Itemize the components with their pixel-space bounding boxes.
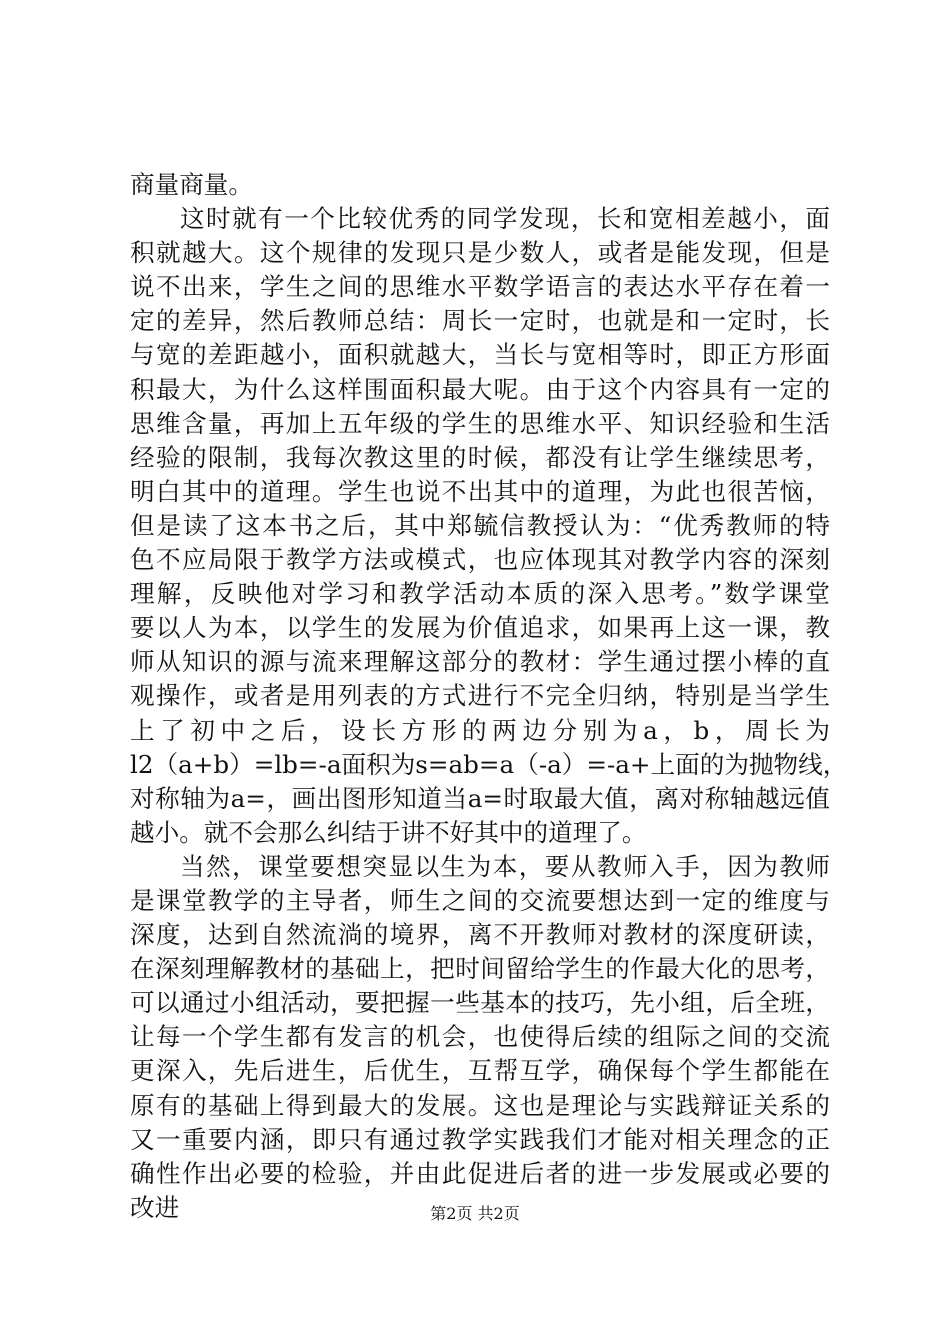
text-line: l2（a+b）=lb=-a面积为s=ab=a（-a）=-a+上面的为抛物线，	[130, 749, 848, 779]
text-line: 要以人为本，以学生的发展为价值追求，如果再上这一课，教	[130, 613, 830, 643]
text-line: 观操作，或者是用列表的方式进行不完全归纳，特别是当学生	[130, 681, 830, 711]
text-line: 这时就有一个比较优秀的同学发现，长和宽相差越小，面	[180, 204, 830, 234]
text-line: 明白其中的道理。学生也说不出其中的道理，为此也很苦恼，	[130, 476, 830, 506]
text-line: 但是读了这本书之后，其中郑毓信教授认为：“优秀教师的特	[130, 510, 830, 540]
text-line: 对称轴为a=，画出图形知道当a=时取最大值，离对称轴越远值	[130, 783, 830, 813]
page-number-label: 第2页 共2页	[430, 1204, 520, 1223]
text-line: 上了初中之后，设长方形的两边分别为a，b，周长为	[130, 715, 830, 745]
text-line: 是课堂教学的主导者，师生之间的交流要想达到一定的维度与	[130, 885, 830, 915]
text-line: 让每一个学生都有发言的机会，也使得后续的组际之间的交流	[130, 1022, 830, 1052]
text-line: 积最大，为什么这样围面积最大呢。由于这个内容具有一定的	[130, 374, 830, 404]
text-line: 确性作出必要的检验，并由此促进后者的进一步发展或必要的	[130, 1158, 830, 1188]
text-line: 更深入，先后进生，后优生，互帮互学，确保每个学生都能在	[130, 1056, 830, 1086]
text-line: 定的差异，然后教师总结：周长一定时，也就是和一定时，长	[130, 306, 830, 336]
text-line: 当然，课堂要想突显以生为本，要从教师入手，因为教师	[180, 851, 830, 881]
text-line: 说不出来，学生之间的思维水平数学语言的表达水平存在着一	[130, 272, 830, 302]
text-line: 商量商量。	[130, 170, 253, 199]
text-line: 原有的基础上得到最大的发展。这也是理论与实践辩证关系的	[130, 1090, 830, 1120]
text-line: 师从知识的源与流来理解这部分的教材：学生通过摆小棒的直	[130, 647, 830, 677]
text-line: 与宽的差距越小，面积就越大，当长与宽相等时，即正方形面	[130, 340, 830, 370]
text-line: 积就越大。这个规律的发现只是少数人，或者是能发现，但是	[130, 238, 830, 268]
body-text	[130, 168, 848, 1225]
page-footer	[0, 1204, 950, 1224]
text-line: 又一重要内涵，即只有通过教学实践我们才能对相关理念的正	[130, 1124, 830, 1154]
text-line: 深度，达到自然流淌的境界，离不开教师对教材的深度研读，	[130, 920, 830, 950]
text-line: 思维含量，再加上五年级的学生的思维水平、知识经验和生活	[130, 408, 830, 438]
text-line: 在深刻理解教材的基础上，把时间留给学生的作最大化的思考，	[130, 954, 830, 984]
text-line: 可以通过小组活动，要把握一些基本的技巧，先小组，后全班，	[130, 988, 830, 1018]
text-line: 改进	[130, 1192, 180, 1222]
text-line: 色不应局限于教学方法或模式，也应体现其对教学内容的深刻	[130, 545, 830, 575]
text-line: 越小。就不会那么纠结于讲不好其中的道理了。	[130, 817, 647, 847]
text-line: 理解，反映他对学习和教学活动本质的深入思考。”数学课堂	[130, 579, 830, 609]
text-line: 经验的限制，我每次教这里的时候，都没有让学生继续思考，	[130, 442, 830, 472]
